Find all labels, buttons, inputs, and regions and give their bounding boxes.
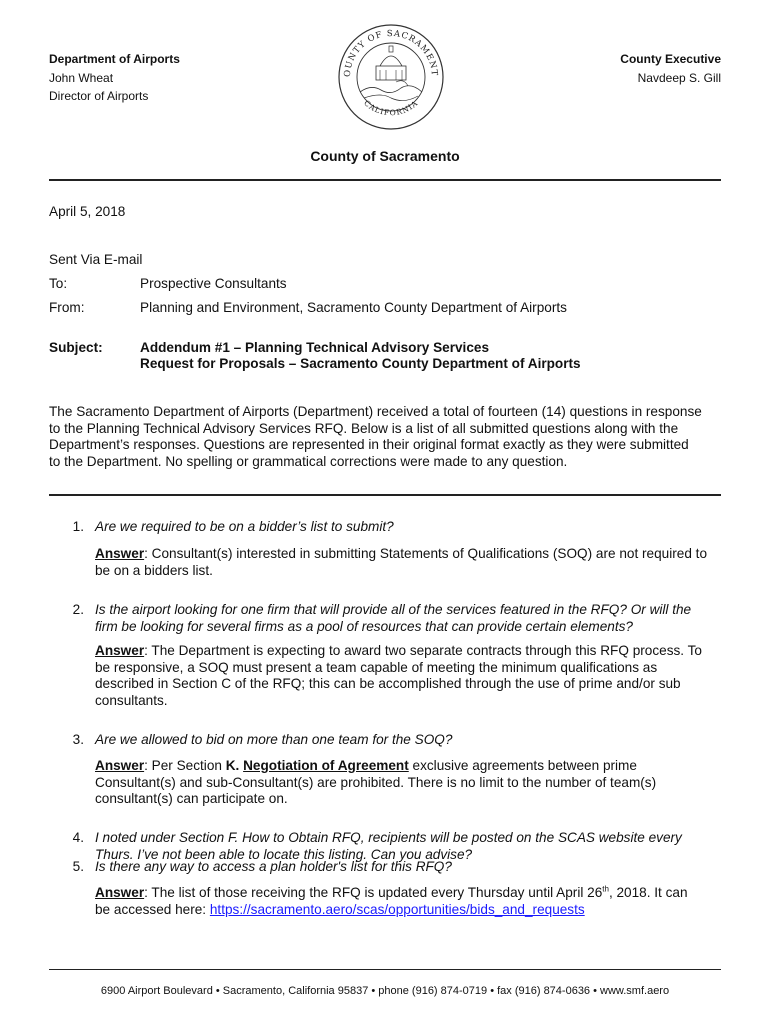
footer-address: 6900 Airport Boulevard • Sacramento, California 95837 • phone (916) 874-0719 • fax (916) 874-0636 • www.smf.aero	[100, 985, 670, 997]
answer-text: be on a bidders list.	[95, 562, 213, 578]
letter-date: April 5, 2018	[49, 204, 126, 219]
answer-text: be responsive, a SOQ must present a team capable of meeting the minimum qualifications as	[95, 659, 658, 675]
answer-2	[95, 643, 735, 709]
subject-label: Subject:	[49, 340, 103, 355]
intro-line: to the Department. No spelling or grammatical corrections were made to any question.	[49, 453, 568, 469]
to-label: To:	[49, 276, 68, 291]
subject-line-1: Addendum #1 – Planning Technical Advisory Services	[140, 340, 490, 355]
header-divider	[49, 179, 721, 181]
answer-text: : The list of those receiving the RFQ is updated every Thursday until April 26	[144, 885, 603, 900]
to-value: Prospective Consultants	[140, 276, 287, 291]
answer-text: consultant(s) can participate on.	[95, 791, 288, 806]
question-number: 5.	[72, 859, 84, 874]
intro-paragraph	[49, 404, 729, 470]
department-name: Department of Airports	[49, 52, 180, 66]
from-value: Planning and Environment, Sacramento County Department of Airports	[140, 300, 567, 315]
answer-text: : Per Section	[144, 758, 226, 773]
answer-1	[95, 546, 735, 579]
answer-text: be accessed here:	[95, 901, 210, 917]
question-2-text	[95, 602, 735, 635]
section-title: Negotiation of Agreement	[243, 758, 409, 773]
footer-divider	[49, 969, 721, 970]
question-number: 3.	[72, 732, 84, 747]
intro-line: The Sacramento Department of Airports (Department) received a total of fourteen (14) questions in response	[49, 404, 702, 419]
director-name: John Wheat	[49, 70, 114, 85]
answer-text: , 2018. It can	[608, 885, 688, 900]
question-line: I noted under Section F. How to Obtain RFQ, recipients will be posted on the SCAS website every	[95, 830, 682, 845]
svg-text:CALIFORNIA	[362, 98, 420, 117]
question-3-text: Are we allowed to bid on more than one team for the SOQ?	[95, 732, 453, 747]
county-seal-icon	[336, 22, 446, 132]
subject-line-2: Request for Proposals – Sacramento County Department of Airports	[140, 356, 581, 371]
question-number: 2.	[72, 602, 84, 617]
from-label: From:	[49, 300, 85, 315]
question-line: Is the airport looking for one firm that will provide all of the services featured in the RFQ? Or will the	[95, 602, 692, 617]
superscript: th	[602, 884, 609, 894]
question-1-text: Are we required to be on a bidder’s list to submit?	[95, 519, 394, 534]
question-5-text: Is there any way to access a plan holder's list for this RFQ?	[95, 859, 452, 874]
org-name: County of Sacramento	[310, 148, 460, 164]
answer-text: exclusive agreements between prime	[408, 758, 637, 773]
seal-top-text: OUNTY OF SACRAMENT	[342, 28, 440, 78]
sent-via: Sent Via E-mail	[49, 252, 143, 267]
answer-text: consultants.	[95, 692, 168, 708]
answer-text: : Consultant(s) interested in submitting Statements of Qualifications (SOQ) are not required to	[144, 546, 708, 561]
answer-5	[95, 885, 735, 918]
header-right	[620, 50, 721, 87]
answer-label: Answer	[95, 546, 145, 561]
director-title: Director of Airports	[49, 89, 149, 103]
answer-label: Answer	[95, 885, 145, 900]
intro-line: to the Planning Technical Advisory Services RFQ. Below is a list of all submitted questions along with the	[49, 420, 679, 436]
answer-label: Answer	[95, 758, 145, 773]
question-number: 1.	[72, 519, 84, 534]
answer-text: described in Section C of the RFQ; this can be accomplished through the use of prime and/or sub	[95, 676, 681, 691]
section-ref: K.	[225, 758, 240, 773]
county-executive-title: County Executive	[620, 52, 721, 66]
answer-label: Answer	[95, 643, 145, 658]
plan-holders-link[interactable]: https://sacramento.aero/scas/opportunities/bids_and_requests	[209, 901, 585, 917]
question-line: Thurs. I’ve not been able to locate this listing. Can you advise?	[95, 846, 473, 862]
seal-bottom-text: CALIFORNIA	[362, 98, 420, 118]
section-divider	[49, 494, 721, 496]
intro-line: Department’s responses. Questions are represented in their original format exactly as they were submitted	[49, 437, 689, 452]
county-executive-name: Navdeep S. Gill	[637, 70, 721, 85]
answer-text: : The Department is expecting to award two separate contracts through this RFQ process. To	[144, 643, 702, 658]
answer-text: Consultant(s) and sub-Consultant(s) are prohibited. There is no limit to the number of team(s)	[95, 774, 657, 790]
question-line: firm be looking for several firms as a pool of resources that can provide certain elements?	[95, 618, 633, 634]
question-number: 4.	[72, 830, 84, 845]
answer-3	[95, 758, 735, 808]
header-left	[49, 50, 180, 106]
